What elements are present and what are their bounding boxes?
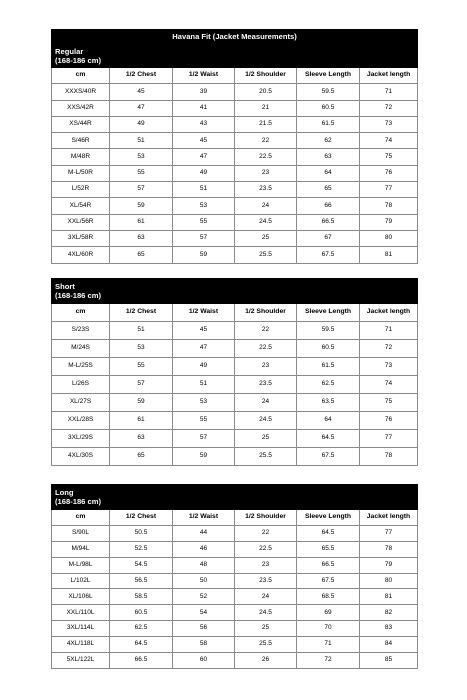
size-cell: 3XL/58R: [52, 230, 110, 246]
measurement-cell: 70: [297, 621, 360, 637]
measurement-cell: 77: [360, 182, 418, 198]
table-title-row: [52, 30, 418, 45]
section-header-cell: [173, 279, 235, 304]
size-cell: M-L/25S: [52, 358, 110, 376]
measurement-cell: 63: [297, 149, 360, 165]
section-name: Regular: [55, 46, 84, 56]
measurement-cell: 61.5: [297, 358, 360, 376]
table-row: [52, 394, 418, 412]
table-row: [52, 621, 418, 637]
table-row: [52, 133, 418, 149]
measurement-cell: 68.5: [297, 589, 360, 605]
measurement-cell: 74: [360, 133, 418, 149]
measurement-cell: 49: [173, 165, 235, 181]
measurement-cell: 49: [110, 116, 173, 132]
measurement-cell: 22: [235, 133, 297, 149]
measurement-cell: 61: [110, 214, 173, 230]
size-cell: XS/44R: [52, 116, 110, 132]
measurement-cell: 24: [235, 198, 297, 214]
column-header: 1/2 Shoulder: [235, 68, 297, 84]
table-row: [52, 573, 418, 589]
measurement-cell: 74: [360, 376, 418, 394]
column-header: Jacket length: [360, 510, 418, 526]
long-size-table: [51, 484, 418, 669]
measurement-cell: 56: [173, 621, 235, 637]
section-header-row: [52, 45, 418, 68]
measurement-cell: 59.5: [297, 84, 360, 100]
section-label-long: [52, 485, 110, 510]
table-row: [52, 149, 418, 165]
measurement-cell: 65: [110, 448, 173, 466]
measurement-cell: 54: [173, 605, 235, 621]
size-cell: 3XL/114L: [52, 621, 110, 637]
measurement-cell: 25: [235, 230, 297, 246]
column-header: 1/2 Waist: [173, 304, 235, 322]
table-row: [52, 412, 418, 430]
measurement-cell: 78: [360, 198, 418, 214]
measurement-cell: 45: [110, 84, 173, 100]
table-row: [52, 340, 418, 358]
measurement-cell: 23.5: [235, 376, 297, 394]
size-cell: S/90L: [52, 525, 110, 541]
column-header: 1/2 Waist: [173, 510, 235, 526]
measurement-cell: 47: [110, 100, 173, 116]
section-range: (168-186 cm): [55, 56, 102, 65]
measurement-cell: 77: [360, 430, 418, 448]
size-cell: S/23S: [52, 322, 110, 340]
column-header: 1/2 Waist: [173, 68, 235, 84]
measurement-cell: 21: [235, 100, 297, 116]
measurement-cell: 23: [235, 557, 297, 573]
measurement-cell: 85: [360, 653, 418, 669]
measurement-cell: 76: [360, 412, 418, 430]
measurement-cell: 77: [360, 525, 418, 541]
measurement-cell: 64.5: [297, 525, 360, 541]
size-cell: XXL/56R: [52, 214, 110, 230]
size-cell: XXL/28S: [52, 412, 110, 430]
section-header-cell: [297, 485, 360, 510]
size-cell: 4XL/118L: [52, 637, 110, 653]
measurement-cell: 72: [360, 100, 418, 116]
measurement-cell: 82: [360, 605, 418, 621]
table-row: [52, 247, 418, 263]
measurement-cell: 51: [173, 376, 235, 394]
measurement-cell: 59.5: [297, 322, 360, 340]
measurement-cell: 23.5: [235, 182, 297, 198]
column-header: 1/2 Chest: [110, 510, 173, 526]
size-cell: XXS/42R: [52, 100, 110, 116]
table-row: [52, 653, 418, 669]
size-cell: M-L/50R: [52, 165, 110, 181]
section-header-cell: [235, 279, 297, 304]
measurement-cell: 79: [360, 557, 418, 573]
measurement-cell: 71: [360, 84, 418, 100]
measurement-cell: 80: [360, 230, 418, 246]
measurement-cell: 44: [173, 525, 235, 541]
measurement-cell: 57: [110, 182, 173, 198]
column-header: cm: [52, 510, 110, 526]
measurement-cell: 52.5: [110, 541, 173, 557]
measurement-cell: 75: [360, 394, 418, 412]
measurement-cell: 71: [360, 322, 418, 340]
measurement-cell: 24: [235, 394, 297, 412]
measurement-cell: 59: [173, 448, 235, 466]
measurement-cell: 24.5: [235, 214, 297, 230]
table-row: [52, 165, 418, 181]
measurement-cell: 62: [297, 133, 360, 149]
measurement-cell: 69: [297, 605, 360, 621]
measurement-cell: 22.5: [235, 340, 297, 358]
measurement-cell: 65.5: [297, 541, 360, 557]
section-header-cell: [297, 279, 360, 304]
size-cell: M/94L: [52, 541, 110, 557]
measurement-cell: 73: [360, 116, 418, 132]
measurement-cell: 53: [173, 394, 235, 412]
column-header: 1/2 Chest: [110, 304, 173, 322]
section-name: Long: [55, 487, 74, 497]
measurement-cell: 66.5: [297, 557, 360, 573]
measurement-cell: 59: [110, 394, 173, 412]
size-cell: L/52R: [52, 182, 110, 198]
column-header: Sleeve Length: [297, 68, 360, 84]
measurement-cell: 22.5: [235, 541, 297, 557]
measurement-cell: 72: [360, 340, 418, 358]
column-header-row: [52, 304, 418, 322]
measurement-cell: 45: [173, 133, 235, 149]
size-cell: XXL/110L: [52, 605, 110, 621]
measurement-cell: 61: [110, 412, 173, 430]
measurement-cell: 23: [235, 165, 297, 181]
section-header-cell: [173, 485, 235, 510]
column-header-row: [52, 510, 418, 526]
section-header-cell: [360, 279, 418, 304]
measurement-cell: 78: [360, 448, 418, 466]
measurement-cell: 47: [173, 149, 235, 165]
table-title: Havana Fit (Jacket Measurements): [52, 30, 418, 45]
size-cell: M/24S: [52, 340, 110, 358]
measurement-cell: 67.5: [297, 573, 360, 589]
measurement-cell: 58: [173, 637, 235, 653]
measurement-cell: 43: [173, 116, 235, 132]
column-header: 1/2 Chest: [110, 68, 173, 84]
measurement-cell: 23: [235, 358, 297, 376]
measurement-cell: 72: [297, 653, 360, 669]
section-range: (168-186 cm): [55, 497, 102, 506]
table-row: [52, 84, 418, 100]
table-row: [52, 637, 418, 653]
measurement-cell: 39: [173, 84, 235, 100]
column-header: cm: [52, 304, 110, 322]
measurement-cell: 67.5: [297, 448, 360, 466]
size-cell: L/26S: [52, 376, 110, 394]
measurement-cell: 81: [360, 247, 418, 263]
measurement-cell: 25.5: [235, 637, 297, 653]
section-header-cell: [235, 485, 297, 510]
measurement-cell: 20.5: [235, 84, 297, 100]
measurement-cell: 23.5: [235, 573, 297, 589]
table-row: [52, 557, 418, 573]
table-row: [52, 198, 418, 214]
measurement-cell: 48: [173, 557, 235, 573]
section-header-row: [52, 485, 418, 510]
measurement-cell: 25: [235, 430, 297, 448]
measurement-cell: 75: [360, 149, 418, 165]
measurement-cell: 67: [297, 230, 360, 246]
measurement-cell: 53: [110, 149, 173, 165]
column-header: cm: [52, 68, 110, 84]
measurement-cell: 47: [173, 340, 235, 358]
table-row: [52, 541, 418, 557]
measurement-cell: 64: [297, 165, 360, 181]
measurement-cell: 22.5: [235, 149, 297, 165]
measurement-cell: 64: [297, 412, 360, 430]
table-row: [52, 230, 418, 246]
measurement-cell: 62.5: [297, 376, 360, 394]
measurement-cell: 61.5: [297, 116, 360, 132]
measurement-cell: 24.5: [235, 605, 297, 621]
measurement-cell: 57: [173, 430, 235, 448]
size-cell: S/46R: [52, 133, 110, 149]
measurement-cell: 57: [110, 376, 173, 394]
measurement-cell: 21.5: [235, 116, 297, 132]
measurement-cell: 78: [360, 541, 418, 557]
section-header-row: [52, 279, 418, 304]
measurement-cell: 22: [235, 322, 297, 340]
table-row: [52, 182, 418, 198]
size-cell: XL/106L: [52, 589, 110, 605]
measurement-cell: 53: [110, 340, 173, 358]
measurement-cell: 63: [110, 230, 173, 246]
table-row: [52, 448, 418, 466]
short-size-table: [51, 278, 418, 466]
measurement-cell: 84: [360, 637, 418, 653]
column-header: 1/2 Shoulder: [235, 304, 297, 322]
measurement-cell: 59: [110, 198, 173, 214]
measurement-cell: 52: [173, 589, 235, 605]
size-cell: XL/54R: [52, 198, 110, 214]
table-row: [52, 605, 418, 621]
measurement-cell: 67.5: [297, 247, 360, 263]
measurement-cell: 25.5: [235, 247, 297, 263]
size-cell: 4XL/60R: [52, 247, 110, 263]
column-header: Jacket length: [360, 68, 418, 84]
measurement-cell: 26: [235, 653, 297, 669]
measurement-cell: 63.5: [297, 394, 360, 412]
measurement-cell: 57: [173, 230, 235, 246]
measurement-cell: 24: [235, 589, 297, 605]
measurement-cell: 24.5: [235, 412, 297, 430]
size-cell: M/48R: [52, 149, 110, 165]
measurement-cell: 76: [360, 165, 418, 181]
measurement-cell: 80: [360, 573, 418, 589]
measurement-cell: 71: [297, 637, 360, 653]
measurement-cell: 65: [297, 182, 360, 198]
measurement-cell: 83: [360, 621, 418, 637]
measurement-cell: 79: [360, 214, 418, 230]
measurement-cell: 55: [173, 214, 235, 230]
measurement-cell: 81: [360, 589, 418, 605]
measurement-cell: 64.5: [297, 430, 360, 448]
measurement-cell: 51: [110, 322, 173, 340]
measurement-cell: 66.5: [110, 653, 173, 669]
section-header-cell: [360, 485, 418, 510]
size-cell: XXXS/40R: [52, 84, 110, 100]
measurement-cell: 55: [110, 165, 173, 181]
measurement-cell: 60: [173, 653, 235, 669]
measurement-cell: 62.5: [110, 621, 173, 637]
table-row: [52, 376, 418, 394]
measurement-cell: 22: [235, 525, 297, 541]
table-row: [52, 358, 418, 376]
measurement-cell: 51: [110, 133, 173, 149]
measurement-cell: 54.5: [110, 557, 173, 573]
measurement-cell: 46: [173, 541, 235, 557]
measurement-cell: 41: [173, 100, 235, 116]
measurement-cell: 50.5: [110, 525, 173, 541]
measurement-cell: 58.5: [110, 589, 173, 605]
size-cell: XL/27S: [52, 394, 110, 412]
table-row: [52, 589, 418, 605]
table-row: [52, 430, 418, 448]
table-row: [52, 525, 418, 541]
measurement-cell: 73: [360, 358, 418, 376]
column-header: Jacket length: [360, 304, 418, 322]
measurement-cell: 63: [110, 430, 173, 448]
measurement-cell: 55: [110, 358, 173, 376]
measurement-cell: 51: [173, 182, 235, 198]
measurement-cell: 65: [110, 247, 173, 263]
measurement-cell: 55: [173, 412, 235, 430]
measurement-cell: 25: [235, 621, 297, 637]
size-cell: M-L/98L: [52, 557, 110, 573]
measurement-cell: 66: [297, 198, 360, 214]
regular-size-table: [51, 29, 418, 264]
section-name: Short: [55, 281, 75, 291]
measurement-cell: 60.5: [110, 605, 173, 621]
section-range: (168-186 cm): [55, 291, 102, 300]
measurement-cell: 66.5: [297, 214, 360, 230]
measurement-cell: 45: [173, 322, 235, 340]
section-header-cell: [110, 279, 173, 304]
section-header-cell: [110, 485, 173, 510]
measurement-cell: 59: [173, 247, 235, 263]
section-label-regular: [52, 45, 418, 68]
table-row: [52, 116, 418, 132]
measurement-cell: 64.5: [110, 637, 173, 653]
column-header: 1/2 Shoulder: [235, 510, 297, 526]
column-header: Sleeve Length: [297, 510, 360, 526]
measurement-cell: 49: [173, 358, 235, 376]
measurement-cell: 60.5: [297, 340, 360, 358]
column-header-row: [52, 68, 418, 84]
measurement-cell: 25.5: [235, 448, 297, 466]
measurement-cell: 56.5: [110, 573, 173, 589]
measurement-cell: 53: [173, 198, 235, 214]
size-cell: 5XL/122L: [52, 653, 110, 669]
size-cell: L/102L: [52, 573, 110, 589]
measurement-cell: 50: [173, 573, 235, 589]
section-label-short: [52, 279, 110, 304]
size-cell: 3XL/29S: [52, 430, 110, 448]
table-row: [52, 322, 418, 340]
table-row: [52, 100, 418, 116]
table-row: [52, 214, 418, 230]
column-header: Sleeve Length: [297, 304, 360, 322]
size-cell: 4XL/30S: [52, 448, 110, 466]
measurement-cell: 60.5: [297, 100, 360, 116]
